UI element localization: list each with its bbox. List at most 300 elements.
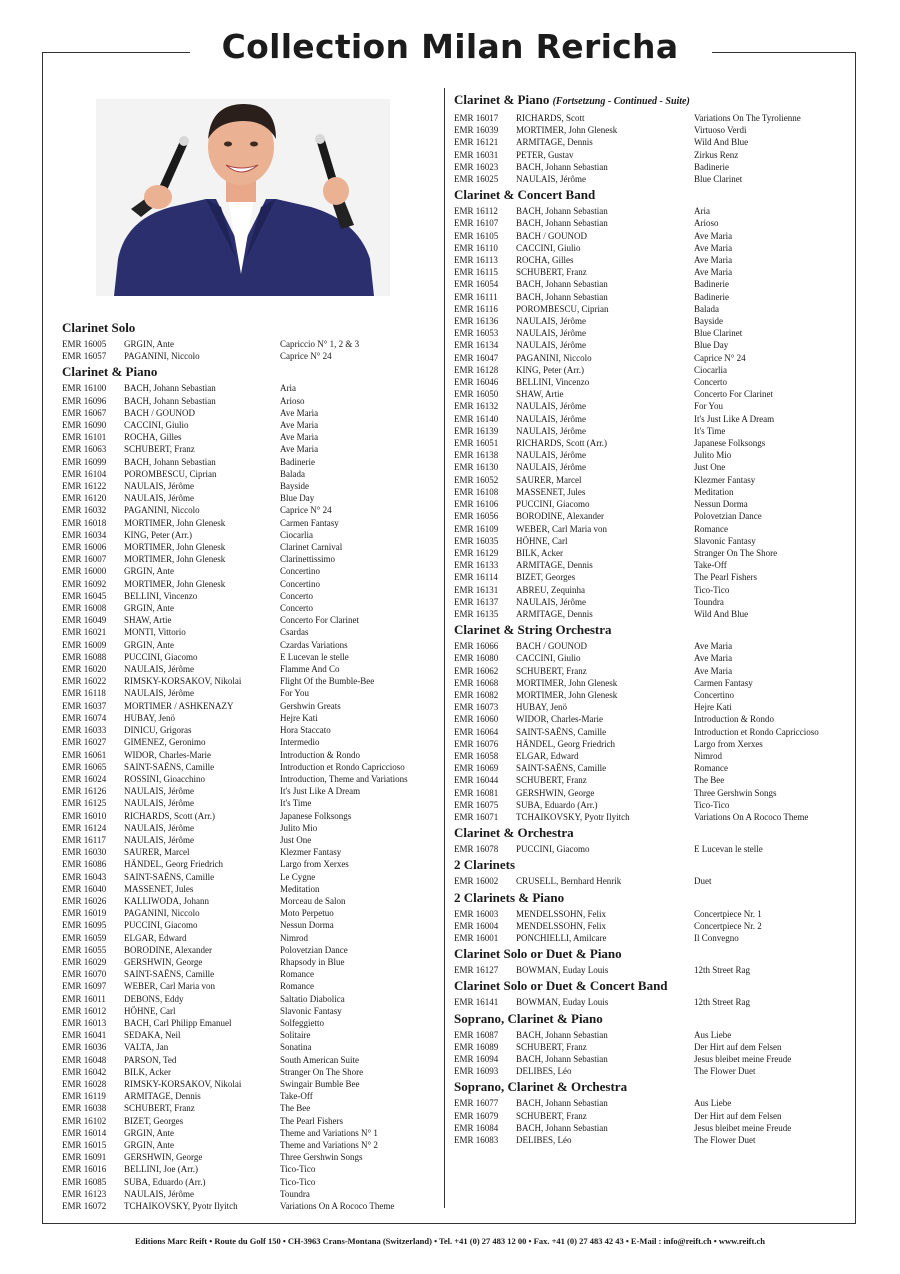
catalog-row bbox=[62, 907, 440, 919]
piece-title: Nessun Dorma bbox=[694, 499, 748, 510]
composer: HÖHNE, Carl bbox=[516, 535, 568, 546]
composer: BILK, Acker bbox=[516, 547, 563, 558]
composer: POROMBESCU, Ciprian bbox=[124, 468, 217, 479]
catalog-number: EMR 16016 bbox=[62, 1164, 107, 1175]
piece-title: Solitaire bbox=[280, 1030, 311, 1041]
catalog-row bbox=[454, 136, 854, 148]
catalog-row bbox=[454, 352, 854, 364]
catalog-row bbox=[454, 474, 854, 486]
section-title-text: Clarinet & Orchestra bbox=[454, 825, 574, 841]
catalog-number: EMR 16059 bbox=[62, 932, 107, 943]
piece-title: Hejre Kati bbox=[694, 702, 732, 713]
catalog-row bbox=[454, 376, 854, 388]
composer: BOWMAN, Euday Louis bbox=[516, 997, 609, 1008]
composer: BELLINI, Joe (Arr.) bbox=[124, 1164, 198, 1175]
piece-title: Largo from Xerxes bbox=[280, 859, 349, 870]
catalog-number: EMR 16115 bbox=[454, 267, 498, 278]
piece-title: Wild And Blue bbox=[694, 137, 749, 148]
catalog-row bbox=[62, 785, 440, 797]
piece-title: Der Hirt auf dem Felsen bbox=[694, 1110, 782, 1121]
composer: SUBA, Eduardo (Arr.) bbox=[516, 799, 598, 810]
catalog-row bbox=[454, 486, 854, 498]
composer: POROMBESCU, Ciprian bbox=[516, 303, 609, 314]
catalog-row bbox=[454, 266, 854, 278]
catalog-number: EMR 16070 bbox=[62, 969, 107, 980]
piece-title: Concerto bbox=[280, 590, 313, 601]
catalog-number: EMR 16137 bbox=[454, 596, 499, 607]
catalog-row bbox=[62, 639, 440, 651]
piece-title: Introduction & Rondo bbox=[280, 749, 360, 760]
piece-title: Polovetzian Dance bbox=[694, 511, 762, 522]
catalog-number: EMR 16117 bbox=[62, 834, 106, 845]
catalog-number: EMR 16083 bbox=[454, 1135, 499, 1146]
piece-title: Jesus bleibet meine Freude bbox=[694, 1122, 792, 1133]
composer: NAULAIS, Jérôme bbox=[516, 401, 586, 412]
piece-title: Bayside bbox=[280, 481, 309, 492]
piece-title: Polovetzian Dance bbox=[280, 944, 348, 955]
piece-title: Bayside bbox=[694, 316, 723, 327]
composer: RICHARDS, Scott (Arr.) bbox=[124, 810, 216, 821]
composer: CACCINI, Giulio bbox=[516, 653, 581, 664]
catalog-number: EMR 16102 bbox=[62, 1115, 107, 1126]
catalog-number: EMR 16097 bbox=[62, 981, 107, 992]
catalog-number: EMR 16041 bbox=[62, 1030, 107, 1041]
piece-title: Virtuoso Verdi bbox=[694, 125, 747, 136]
piece-title: Romance bbox=[280, 981, 314, 992]
catalog-number: EMR 16011 bbox=[62, 993, 106, 1004]
piece-title: Stranger On The Shore bbox=[280, 1066, 364, 1077]
catalog-number: EMR 16039 bbox=[454, 125, 499, 136]
composer: CRUSELL, Bernhard Henrik bbox=[516, 876, 622, 887]
piece-title: Rhapsody in Blue bbox=[280, 956, 345, 967]
composer: BACH / GOUNOD bbox=[516, 641, 588, 652]
catalog-row bbox=[62, 1163, 440, 1175]
catalog-row bbox=[454, 413, 854, 425]
piece-title: The Pearl Fishers bbox=[694, 572, 757, 583]
composer: RICHARDS, Scott bbox=[516, 113, 585, 123]
catalog-row bbox=[454, 149, 854, 161]
composer: CACCINI, Giulio bbox=[124, 420, 189, 431]
piece-title: Concertpiece Nr. 1 bbox=[694, 908, 762, 919]
catalog-row bbox=[454, 571, 854, 583]
composer: NAULAIS, Jérôme bbox=[124, 493, 194, 504]
section-title-text: Soprano, Clarinet & Piano bbox=[454, 1010, 603, 1026]
piece-title: Tico-Tico bbox=[694, 799, 730, 810]
composer: BACH, Johann Sebastian bbox=[516, 161, 608, 172]
catalog-row bbox=[454, 738, 854, 750]
catalog-number: EMR 16033 bbox=[62, 725, 107, 736]
catalog-row bbox=[454, 964, 854, 976]
piece-title: Ave Maria bbox=[694, 641, 733, 652]
catalog-row bbox=[454, 750, 854, 762]
piece-title: Balada bbox=[280, 468, 305, 479]
composer: BIZET, Georges bbox=[124, 1115, 184, 1126]
catalog-number: EMR 16062 bbox=[454, 665, 499, 676]
catalog-number: EMR 16111 bbox=[454, 291, 498, 302]
catalog-number: EMR 16101 bbox=[62, 432, 107, 443]
piece-title: Stranger On The Shore bbox=[694, 547, 778, 558]
piece-title: Julito Mio bbox=[694, 450, 732, 461]
piece-title: Capriccio N° 1, 2 & 3 bbox=[280, 339, 360, 349]
catalog-row bbox=[454, 596, 854, 608]
catalog-number: EMR 16007 bbox=[62, 554, 107, 565]
composer: ARMITAGE, Dennis bbox=[516, 560, 593, 571]
composer: BACH, Johann Sebastian bbox=[516, 1054, 608, 1064]
composer: HUBAY, Jenö bbox=[124, 712, 176, 723]
piece-title: Aus Liebe bbox=[694, 1098, 732, 1109]
catalog-number: EMR 16086 bbox=[62, 859, 107, 870]
piece-title: Klezmer Fantasy bbox=[280, 847, 342, 858]
composer: NAULAIS, Jérôme bbox=[124, 481, 194, 492]
piece-title: Toundra bbox=[694, 596, 724, 607]
composer: MORTIMER, John Glenesk bbox=[124, 542, 226, 553]
catalog-number: EMR 16042 bbox=[62, 1066, 107, 1077]
piece-title: Balada bbox=[694, 303, 719, 314]
composer: ROSSINI, Gioacchino bbox=[124, 773, 205, 784]
catalog-row bbox=[62, 797, 440, 809]
piece-title: Flamme And Co bbox=[280, 664, 340, 675]
piece-title: Flight Of the Bumble-Bee bbox=[280, 676, 375, 687]
catalog-number: EMR 16006 bbox=[62, 542, 107, 553]
catalog-row bbox=[454, 327, 854, 339]
catalog-number: EMR 16129 bbox=[454, 547, 499, 558]
catalog-row bbox=[454, 1065, 854, 1077]
piece-title: Japanese Folksongs bbox=[280, 810, 352, 821]
piece-title: The Bee bbox=[280, 1103, 311, 1114]
catalog-row bbox=[62, 1102, 440, 1114]
catalog-row bbox=[62, 858, 440, 870]
piece-title: Sonatina bbox=[280, 1042, 312, 1053]
catalog-row bbox=[62, 749, 440, 761]
piece-title: Ave Maria bbox=[280, 407, 319, 418]
composer: RIMSKY-KORSAKOV, Nikolai bbox=[124, 676, 242, 687]
composer: SCHUBERT, Franz bbox=[124, 444, 195, 455]
section-title bbox=[454, 1079, 854, 1095]
composer: SCHUBERT, Franz bbox=[516, 1041, 587, 1052]
catalog-row bbox=[62, 590, 440, 602]
composer: BORODINE, Alexander bbox=[516, 511, 604, 522]
composer: GERSHWIN, George bbox=[124, 956, 203, 967]
catalog-number: EMR 16065 bbox=[62, 761, 107, 772]
piece-title: Slavonic Fantasy bbox=[280, 1005, 342, 1016]
catalog-number: EMR 16038 bbox=[62, 1103, 107, 1114]
catalog-row bbox=[454, 173, 854, 185]
catalog-number: EMR 16116 bbox=[454, 303, 498, 314]
catalog-row bbox=[62, 553, 440, 565]
catalog-row bbox=[454, 498, 854, 510]
composer: NAULAIS, Jérôme bbox=[124, 664, 194, 675]
catalog-row bbox=[62, 1188, 440, 1200]
catalog-row bbox=[62, 871, 440, 883]
catalog-row bbox=[454, 535, 854, 547]
piece-title: Czardas Variations bbox=[280, 639, 348, 650]
catalog-row bbox=[62, 761, 440, 773]
piece-title: Concertpiece Nr. 2 bbox=[694, 920, 762, 931]
composer: RIMSKY-KORSAKOV, Nikolai bbox=[124, 1078, 242, 1089]
catalog-row bbox=[454, 339, 854, 351]
catalog-row bbox=[62, 773, 440, 785]
catalog-row bbox=[62, 382, 440, 394]
composer: GIMENEZ, Geronimo bbox=[124, 737, 206, 748]
catalog-number: EMR 16058 bbox=[454, 750, 499, 761]
catalog-number: EMR 16017 bbox=[454, 113, 499, 123]
piece-title: Ave Maria bbox=[280, 444, 319, 455]
piece-title: Slavonic Fantasy bbox=[694, 535, 756, 546]
catalog-number: EMR 16024 bbox=[62, 773, 107, 784]
composer: SCHUBERT, Franz bbox=[516, 775, 587, 786]
catalog-number: EMR 16136 bbox=[454, 316, 499, 327]
catalog-number: EMR 16106 bbox=[454, 499, 499, 510]
catalog-row bbox=[62, 651, 440, 663]
composer: BILK, Acker bbox=[124, 1066, 171, 1077]
catalog-number: EMR 16049 bbox=[62, 615, 107, 626]
composer: WEBER, Carl Maria von bbox=[124, 981, 215, 992]
catalog-row bbox=[454, 1110, 854, 1122]
piece-title: Arioso bbox=[694, 218, 719, 229]
catalog-row bbox=[454, 388, 854, 400]
catalog-row bbox=[454, 291, 854, 303]
catalog-row bbox=[454, 547, 854, 559]
catalog-row bbox=[62, 834, 440, 846]
composer: BACH / GOUNOD bbox=[124, 407, 196, 418]
catalog-number: EMR 16030 bbox=[62, 847, 107, 858]
piece-title: Romance bbox=[694, 523, 728, 534]
composer: MONTI, Vittorio bbox=[124, 627, 186, 638]
composer: VALTA, Jan bbox=[124, 1042, 169, 1053]
catalog-row bbox=[62, 504, 440, 516]
catalog-number: EMR 16120 bbox=[62, 493, 107, 504]
composer: NAULAIS, Jérôme bbox=[124, 786, 194, 797]
catalog-number: EMR 16107 bbox=[454, 218, 499, 229]
catalog-row bbox=[454, 996, 854, 1008]
catalog-row bbox=[62, 700, 440, 712]
catalog-number: EMR 16131 bbox=[454, 584, 499, 595]
section-title bbox=[454, 187, 854, 203]
piece-title: Concerto For Clarinet bbox=[694, 389, 773, 400]
section-title-text: Clarinet Solo or Duet & Piano bbox=[454, 946, 622, 962]
piece-title: Introduction et Rondo Capriccioso bbox=[694, 726, 819, 737]
left-column bbox=[62, 318, 440, 1212]
catalog-number: EMR 16133 bbox=[454, 560, 499, 571]
composer: HUBAY, Jenö bbox=[516, 702, 568, 713]
piece-title: Romance bbox=[694, 763, 728, 774]
piece-title: Hejre Kati bbox=[280, 712, 318, 723]
catalog-row bbox=[62, 541, 440, 553]
composer: PONCHIELLI, Amilcare bbox=[516, 932, 607, 943]
piece-title: Aria bbox=[280, 383, 296, 394]
composer: PAGANINI, Niccolo bbox=[124, 351, 200, 362]
catalog-number: EMR 16034 bbox=[62, 529, 107, 540]
composer: NAULAIS, Jérôme bbox=[516, 174, 586, 185]
catalog-number: EMR 16000 bbox=[62, 566, 107, 577]
catalog-number: EMR 16032 bbox=[62, 505, 107, 516]
catalog-row bbox=[62, 663, 440, 675]
piece-title: Badinerie bbox=[280, 456, 315, 467]
catalog-number: EMR 16127 bbox=[454, 965, 499, 976]
piece-title: Meditation bbox=[280, 883, 320, 894]
piece-title: Nessun Dorma bbox=[280, 920, 334, 931]
catalog-number: EMR 16123 bbox=[62, 1188, 107, 1199]
catalog-number: EMR 16043 bbox=[62, 871, 107, 882]
composer: NAULAIS, Jérôme bbox=[516, 413, 586, 424]
section-title bbox=[454, 825, 854, 841]
catalog-row bbox=[454, 920, 854, 932]
section-title bbox=[454, 622, 854, 638]
piece-title: Concertino bbox=[280, 578, 320, 589]
composer: MENDELSSOHN, Felix bbox=[516, 920, 607, 931]
catalog-number: EMR 16004 bbox=[454, 920, 499, 931]
composer: SUBA, Eduardo (Arr.) bbox=[124, 1176, 206, 1187]
piece-title: Concertino bbox=[280, 566, 320, 577]
piece-title: E Lucevan le stelle bbox=[280, 651, 349, 662]
catalog-row bbox=[62, 1054, 440, 1066]
catalog-number: EMR 16089 bbox=[454, 1041, 499, 1052]
composer: BACH, Johann Sebastian bbox=[516, 291, 608, 302]
section-title-text: Clarinet Solo or Duet & Concert Band bbox=[454, 978, 668, 994]
catalog-number: EMR 16140 bbox=[454, 413, 499, 424]
piece-title: Blue Clarinet bbox=[694, 174, 743, 185]
piece-title: The Flower Duet bbox=[694, 1066, 756, 1077]
catalog-row bbox=[454, 1029, 854, 1041]
composer: BACH / GOUNOD bbox=[516, 230, 588, 241]
piece-title: Blue Day bbox=[280, 493, 315, 504]
composer: CACCINI, Giulio bbox=[516, 242, 581, 253]
composer: NAULAIS, Jérôme bbox=[124, 1188, 194, 1199]
piece-title: Aus Liebe bbox=[694, 1029, 732, 1040]
catalog-number: EMR 16118 bbox=[62, 688, 106, 699]
piece-title: Intermedio bbox=[280, 737, 320, 748]
composer: SAINT-SAËNS, Camille bbox=[124, 871, 215, 882]
catalog-row bbox=[62, 810, 440, 822]
piece-title: Julito Mio bbox=[280, 822, 318, 833]
catalog-number: EMR 16068 bbox=[454, 677, 499, 688]
catalog-row bbox=[454, 1097, 854, 1109]
composer: PUCCINI, Giacomo bbox=[516, 844, 590, 855]
composer: KALLIWODA, Johann bbox=[124, 895, 209, 906]
catalog-number: EMR 16141 bbox=[454, 997, 499, 1008]
catalog-number: EMR 16025 bbox=[454, 174, 499, 185]
catalog-row bbox=[454, 584, 854, 596]
piece-title: Ave Maria bbox=[694, 255, 733, 266]
composer: GRGIN, Ante bbox=[124, 339, 174, 349]
composer: BACH, Johann Sebastian bbox=[516, 279, 608, 290]
composer: BELLINI, Vincenzo bbox=[516, 377, 590, 388]
catalog-row bbox=[62, 968, 440, 980]
catalog-number: EMR 16067 bbox=[62, 407, 107, 418]
catalog-row bbox=[62, 480, 440, 492]
piece-title: Concerto bbox=[694, 377, 727, 388]
catalog-row bbox=[454, 608, 854, 620]
piece-title: Carmen Fantasy bbox=[280, 517, 339, 528]
section-title bbox=[454, 857, 854, 873]
catalog-number: EMR 16050 bbox=[454, 389, 499, 400]
piece-title: Ciocarlia bbox=[694, 364, 727, 375]
composer: PUCCINI, Giacomo bbox=[124, 920, 198, 931]
composer: ARMITAGE, Dennis bbox=[516, 608, 593, 619]
catalog-row bbox=[62, 395, 440, 407]
catalog-number: EMR 16051 bbox=[454, 438, 499, 449]
catalog-row bbox=[454, 689, 854, 701]
piece-title: Badinerie bbox=[694, 161, 729, 172]
composer: SCHUBERT, Franz bbox=[124, 1103, 195, 1114]
catalog-number: EMR 16056 bbox=[454, 511, 499, 522]
composer: SAURER, Marcel bbox=[516, 474, 582, 485]
composer: NAULAIS, Jérôme bbox=[516, 425, 586, 436]
catalog-number: EMR 16060 bbox=[454, 714, 499, 725]
catalog-row bbox=[62, 1005, 440, 1017]
catalog-number: EMR 16082 bbox=[454, 689, 499, 700]
catalog-number: EMR 16013 bbox=[62, 1017, 107, 1028]
composer: PUCCINI, Giacomo bbox=[124, 651, 198, 662]
composer: NAULAIS, Jérôme bbox=[124, 798, 194, 809]
composer: ROCHA, Gilles bbox=[124, 432, 182, 443]
composer: PARSON, Ted bbox=[124, 1054, 177, 1065]
composer: NAULAIS, Jérôme bbox=[516, 316, 586, 327]
section-title bbox=[454, 978, 854, 994]
piece-title: Take-Off bbox=[694, 560, 727, 571]
catalog-row bbox=[454, 523, 854, 535]
catalog-row bbox=[454, 242, 854, 254]
piece-title: South American Suite bbox=[280, 1054, 359, 1065]
catalog-row bbox=[454, 875, 854, 887]
composer: ARMITAGE, Dennis bbox=[516, 137, 593, 148]
catalog-number: EMR 16124 bbox=[62, 822, 107, 833]
catalog-row bbox=[62, 407, 440, 419]
catalog-number: EMR 16002 bbox=[454, 876, 499, 887]
catalog-number: EMR 16046 bbox=[454, 377, 499, 388]
piece-title: For You bbox=[694, 401, 724, 412]
section-title bbox=[454, 890, 854, 906]
piece-title: Caprice N° 24 bbox=[694, 352, 746, 363]
catalog-number: EMR 16029 bbox=[62, 956, 107, 967]
composer: HÄNDEL, Georg Friedrich bbox=[124, 859, 224, 870]
composer: GRGIN, Ante bbox=[124, 566, 174, 577]
composer: NAULAIS, Jérôme bbox=[516, 450, 586, 461]
catalog-row bbox=[454, 1122, 854, 1134]
section-title-text: Clarinet Solo bbox=[62, 320, 136, 335]
composer: KING, Peter (Arr.) bbox=[516, 364, 584, 375]
piece-title: Concertino bbox=[694, 689, 734, 700]
catalog-row bbox=[454, 787, 854, 799]
catalog-number: EMR 16113 bbox=[454, 255, 498, 266]
catalog-number: EMR 16094 bbox=[454, 1054, 499, 1064]
catalog-number: EMR 16009 bbox=[62, 639, 107, 650]
piece-title: Concerto For Clarinet bbox=[280, 615, 359, 626]
catalog-row bbox=[454, 510, 854, 522]
composer: BACH, Johann Sebastian bbox=[516, 1098, 608, 1109]
composer: BACH, Johann Sebastian bbox=[516, 1029, 608, 1040]
composer: MORTIMER, John Glenesk bbox=[124, 554, 226, 565]
catalog-number: EMR 16105 bbox=[454, 230, 499, 241]
catalog-row bbox=[62, 919, 440, 931]
catalog-number: EMR 16081 bbox=[454, 787, 499, 798]
catalog-row bbox=[62, 736, 440, 748]
catalog-row bbox=[62, 614, 440, 626]
catalog-number: EMR 16084 bbox=[454, 1122, 499, 1133]
catalog-number: EMR 16139 bbox=[454, 425, 499, 436]
catalog-number: EMR 16027 bbox=[62, 737, 107, 748]
piece-title: Largo from Xerxes bbox=[694, 738, 763, 749]
piece-title: Tico-Tico bbox=[694, 584, 730, 595]
catalog-row bbox=[62, 626, 440, 638]
catalog-number: EMR 16076 bbox=[454, 738, 499, 749]
catalog-row bbox=[454, 677, 854, 689]
composer: WEBER, Carl Maria von bbox=[516, 523, 607, 534]
composer: GRGIN, Ante bbox=[124, 603, 174, 614]
catalog-number: EMR 16014 bbox=[62, 1127, 107, 1138]
catalog-row bbox=[62, 980, 440, 992]
catalog-row bbox=[454, 652, 854, 664]
